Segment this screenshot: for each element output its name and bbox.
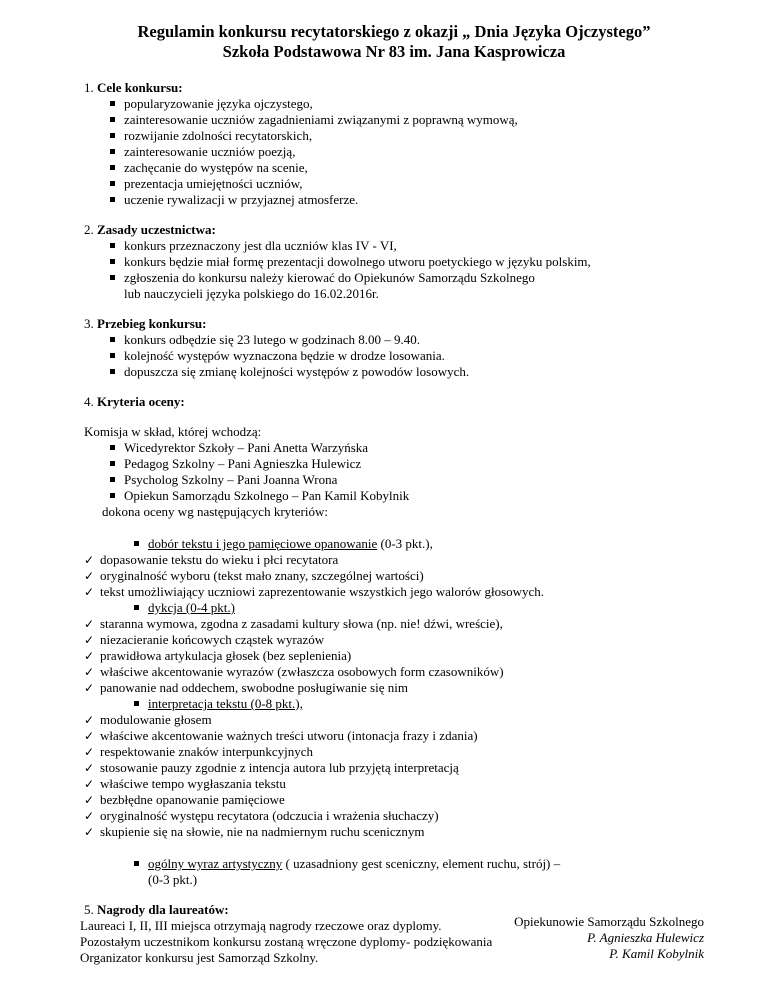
list-item: ✓ niezacieranie końcowych cząstek wyrazów xyxy=(84,632,704,648)
section-title: Cele konkursu: xyxy=(97,80,183,95)
list-item: zgłoszenia do konkursu należy kierować do Opiekunów Samorządu Szkolnego xyxy=(84,270,704,286)
list-item: Psycholog Szkolny – Pani Joanna Wrona xyxy=(84,472,704,488)
signature-name: P. Agnieszka Hulewicz xyxy=(587,930,704,945)
criterion-heading: ogólny wyraz artystyczny ( uzasadniony gest sceniczny, element ruchu, strój) – xyxy=(84,856,704,872)
list-item: prezentacja umiejętności uczniów, xyxy=(84,176,704,192)
signature-block xyxy=(514,914,704,962)
criterion-heading: interpretacja tekstu (0-8 pkt.), xyxy=(84,696,704,712)
section-number: 3. xyxy=(84,316,94,331)
list-item: dopuszcza się zmianę kolejności występów z powodów losowych. xyxy=(84,364,704,380)
criterion-heading: dykcja (0-4 pkt.) xyxy=(84,600,704,616)
section-criteria xyxy=(84,394,704,888)
list-item: ✓ właściwe akcentowanie ważnych treści utworu (intonacja frazy i zdania) xyxy=(84,728,704,744)
list-item: zainteresowanie uczniów poezją, xyxy=(84,144,704,160)
awards-line: Laureaci I, II, III miejsca otrzymają nagrody rzeczowe oraz dyplomy. xyxy=(80,918,442,933)
section-goals xyxy=(84,80,704,208)
jury-outro: dokona oceny wg następujących kryteriów: xyxy=(102,504,328,519)
signature-name: P. Kamil Kobylnik xyxy=(609,946,704,961)
list-item: ✓ oryginalność wyboru (tekst mało znany, szczególnej wartości) xyxy=(84,568,704,584)
awards-line: Pozostałym uczestnikom konkursu zostaną wręczone dyplomy- podziękowania xyxy=(80,934,493,949)
list-item: ✓ modulowanie głosem xyxy=(84,712,704,728)
criterion-continuation: (0-3 pkt.) xyxy=(148,872,198,887)
list-item: konkurs będzie miał formę prezentacji dowolnego utworu poetyckiego w języku polskim, xyxy=(84,254,704,270)
participation-list xyxy=(84,238,704,286)
title-line-2: Szkoła Podstawowa Nr 83 im. Jana Kasprowicza xyxy=(222,42,566,61)
list-item: kolejność występów wyznaczona będzie w drodze losowania. xyxy=(84,348,704,364)
jury-intro: Komisja w skład, której wchodzą: xyxy=(84,424,262,439)
list-item: ✓ skupienie się na słowie, nie na nadmiernym ruchu scenicznym xyxy=(84,824,704,840)
awards-line: Organizator konkursu jest Samorząd Szkolny. xyxy=(80,950,319,965)
list-item: ✓ oryginalność występu recytatora (odczucia i wrażenia słuchaczy) xyxy=(84,808,704,824)
list-item: popularyzowanie języka ojczystego, xyxy=(84,96,704,112)
jury-list xyxy=(84,440,704,504)
list-item: Wicedyrektor Szkoły – Pani Anetta Warzyńska xyxy=(84,440,704,456)
section-number: 2. xyxy=(84,222,94,237)
list-item: zachęcanie do występów na scenie, xyxy=(84,160,704,176)
section-heading xyxy=(84,316,704,332)
criteria-list-final xyxy=(84,856,704,872)
list-item: rozwijanie zdolności recytatorskich, xyxy=(84,128,704,144)
signature-role: Opiekunowie Samorządu Szkolnego xyxy=(514,914,704,929)
list-item: uczenie rywalizacji w przyjaznej atmosferze. xyxy=(84,192,704,208)
section-title: Nagrody dla laureatów: xyxy=(97,902,229,917)
list-item: ✓ respektowanie znaków interpunkcyjnych xyxy=(84,744,704,760)
section-schedule xyxy=(84,316,704,380)
section-title: Zasady uczestnictwa: xyxy=(97,222,216,237)
list-item: ✓ dopasowanie tekstu do wieku i płci recytatora xyxy=(84,552,704,568)
section-participation xyxy=(84,222,704,302)
section-title: Przebieg konkursu: xyxy=(97,316,207,331)
list-item: zainteresowanie uczniów zagadnieniami związanymi z poprawną wymową, xyxy=(84,112,704,128)
list-item: Opiekun Samorządu Szkolnego – Pan Kamil Kobylnik xyxy=(84,488,704,504)
list-item: Pedagog Szkolny – Pani Agnieszka Hulewicz xyxy=(84,456,704,472)
schedule-list xyxy=(84,332,704,380)
section-title: Kryteria oceny: xyxy=(97,394,185,409)
list-item: ✓ właściwe akcentowanie wyrazów (zwłaszcza osobowych form czasowników) xyxy=(84,664,704,680)
document-title xyxy=(84,22,704,62)
section-heading xyxy=(84,394,704,410)
list-item: ✓ staranna wymowa, zgodna z zasadami kultury słowa (np. nie! dźwi, wreście), xyxy=(84,616,704,632)
section-heading xyxy=(84,80,704,96)
criterion-heading: dobór tekstu i jego pamięciowe opanowanie (0-3 pkt.), xyxy=(84,536,704,552)
list-item: konkurs przeznaczony jest dla uczniów klas IV - VI, xyxy=(84,238,704,254)
list-item: ✓ tekst umożliwiający uczniowi zaprezentowanie wszystkich jego walorów głosowych. xyxy=(84,584,704,600)
list-item: ✓ panowanie nad oddechem, swobodne posługiwanie się nim xyxy=(84,680,704,696)
title-line-1: Regulamin konkursu recytatorskiego z okazji „ Dnia Języka Ojczystego” xyxy=(137,22,651,41)
section-heading xyxy=(84,222,704,238)
list-item: ✓ stosowanie pauzy zgodnie z intencja autora lub przyjętą interpretacją xyxy=(84,760,704,776)
list-item: ✓ właściwe tempo wygłaszania tekstu xyxy=(84,776,704,792)
list-item-continuation: lub nauczycieli języka polskiego do 16.02.2016r. xyxy=(124,286,379,301)
goals-list xyxy=(84,96,704,208)
document-page xyxy=(80,22,704,966)
list-item: ✓ bezbłędne opanowanie pamięciowe xyxy=(84,792,704,808)
section-number: 5. xyxy=(84,902,94,917)
list-item: ✓ prawidłowa artykulacja głosek (bez seplenienia) xyxy=(84,648,704,664)
criteria-list xyxy=(84,536,704,840)
list-item: konkurs odbędzie się 23 lutego w godzinach 8.00 – 9.40. xyxy=(84,332,704,348)
section-number: 1. xyxy=(84,80,94,95)
section-number: 4. xyxy=(84,394,94,409)
